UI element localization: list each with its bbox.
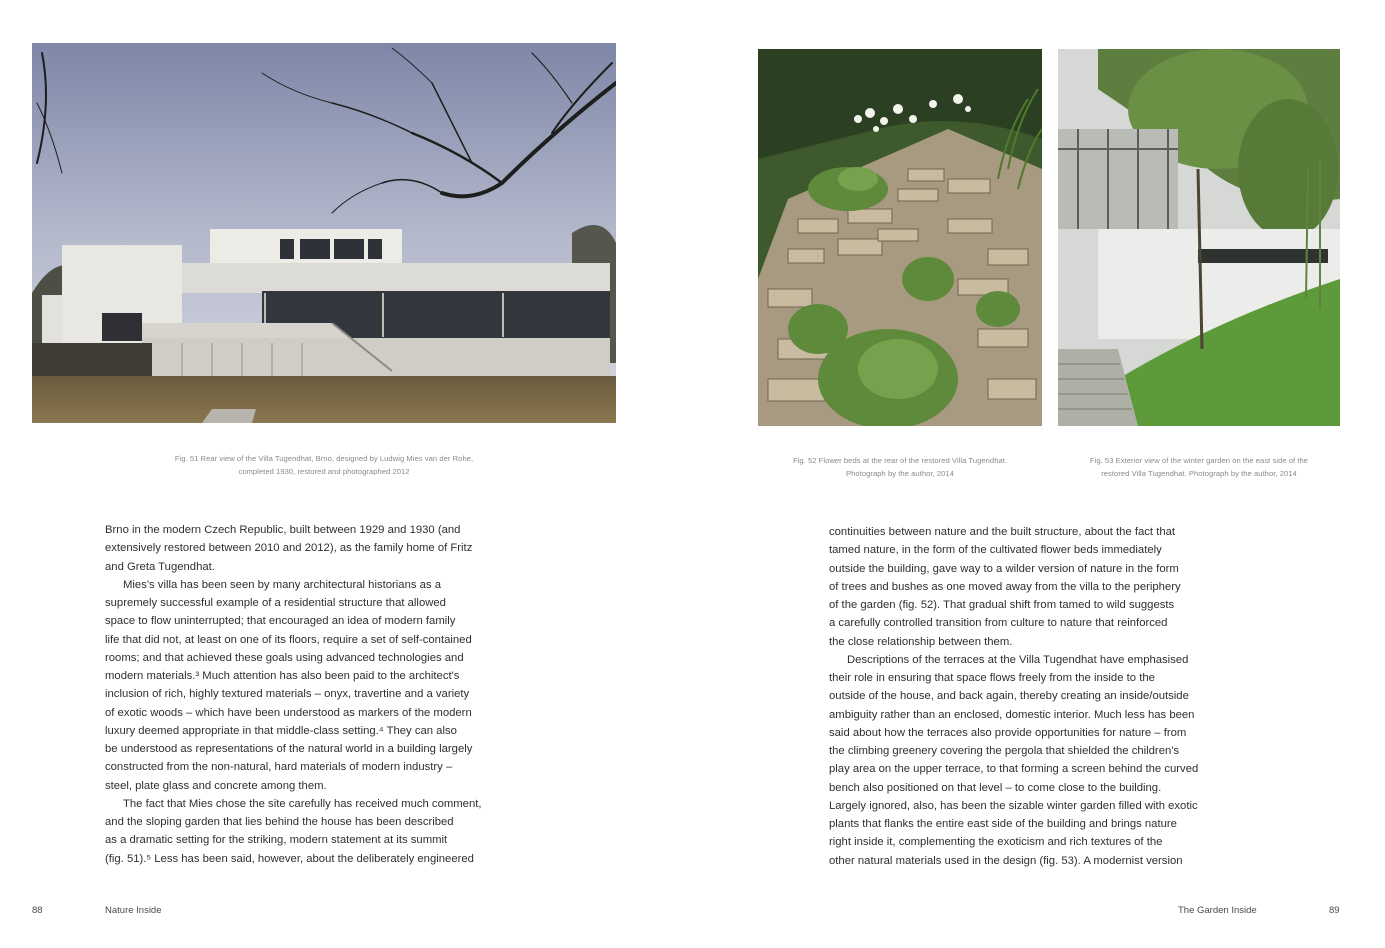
text-line: rooms; and that achieved these goals using advanced technologies and <box>105 651 464 664</box>
left-page <box>0 0 692 948</box>
caption-line: Photograph by the author, 2014 <box>846 469 954 478</box>
text-line: said about how the terraces also provide opportunities for nature – from <box>829 726 1187 739</box>
winter-garden-photo <box>1058 49 1340 426</box>
text-line: the close relationship between them. <box>829 635 1013 648</box>
text-line: be understood as representations of the natural world in a building largely <box>105 743 473 755</box>
text-line: ambiguity rather than an enclosed, domestic interior. Much less has been <box>829 708 1195 721</box>
text-line: steel, plate glass and concrete among them. <box>105 779 327 792</box>
caption-line: Fig. 52 Flower beds at the rear of the restored Villa Tugendhat. <box>792 456 1008 465</box>
text-line: a carefully controlled transition from culture to nature that reinforced <box>829 617 1168 630</box>
text-line: Largely ignored, also, has been the sizable winter garden filled with exotic <box>829 799 1198 812</box>
caption-line: restored Villa Tugendhat. Photograph by the author, 2014 <box>1101 469 1297 478</box>
text-line: of the garden (fig. 52). That gradual shift from tamed to wild suggests <box>829 599 1175 611</box>
figure-53-caption <box>1058 454 1340 480</box>
page-number-left: 88 <box>32 905 43 916</box>
text-line: plants that flanks the entire east side of the building and brings nature <box>829 818 1177 830</box>
text-line: Descriptions of the terraces at the Villa Tugendhat have emphasised <box>847 653 1189 666</box>
text-line: and the sloping garden that lies behind the house has been described <box>105 816 454 828</box>
right-page <box>692 0 1385 948</box>
text-line: continuities between nature and the built structure, about the fact that <box>829 526 1176 538</box>
text-line: life that did not, at least on one of its floors, require a set of self-contained <box>105 633 472 646</box>
text-line: modern materials.³ Much attention has also been paid to the architect's <box>105 670 460 682</box>
figure-51-caption <box>120 452 528 478</box>
text-line: and Greta Tugendhat. <box>105 560 215 573</box>
running-head-left: Nature Inside <box>105 905 162 916</box>
text-line: bench also positioned on that level – to come close to the building. <box>829 781 1162 794</box>
text-line: outside of the house, and back again, thereby creating an inside/outside <box>829 690 1189 703</box>
text-line: play area on the upper terrace, to that forming a screen behind the curved <box>829 763 1199 776</box>
text-line: inclusion of rich, highly textured materials – onyx, travertine and a variety <box>105 688 470 701</box>
text-line: of exotic woods – which have been understood as markers of the modern <box>105 706 472 719</box>
text-line: luxury deemed appropriate in that middle-class setting.⁴ They can also <box>105 724 457 737</box>
page-number-right: 89 <box>1329 905 1340 916</box>
running-head-right: The Garden Inside <box>1178 905 1257 916</box>
text-line: constructed from the non-natural, hard materials of modern industry – <box>105 761 453 774</box>
text-line: their role in ensuring that space flows freely from the inside to the <box>829 672 1155 684</box>
text-line: other natural materials used in the design (fig. 53). A modernist version <box>829 854 1183 867</box>
text-line: as a dramatic setting for the striking, modern statement at its summit <box>105 834 448 847</box>
text-line: of trees and bushes as one moved away from the villa to the periphery <box>829 580 1181 593</box>
text-line: supremely successful example of a residential structure that allowed <box>105 597 446 609</box>
text-line: Mies's villa has been seen by many architectural historians as a <box>123 578 441 591</box>
text-line: right inside it, complementing the exoticism and rich textures of the <box>829 836 1163 849</box>
right-body-text <box>829 523 1259 870</box>
flower-beds-photo <box>758 49 1042 426</box>
caption-line: Fig. 53 Exterior view of the winter garden on the east side of the <box>1089 456 1309 465</box>
figure-52-caption <box>758 454 1042 480</box>
text-line: (fig. 51).⁵ Less has been said, however, about the deliberately engineered <box>105 852 474 865</box>
text-line: the climbing greenery covering the pergola that shielded the children's <box>829 745 1180 757</box>
text-line: space to flow uninterrupted; that encouraged an idea of modern family <box>105 615 456 628</box>
caption-line: completed 1930, restored and photographed 2012 <box>238 467 410 476</box>
text-line: The fact that Mies chose the site carefully has received much comment, <box>123 797 482 810</box>
text-line: tamed nature, in the form of the cultivated flower beds immediately <box>829 544 1162 557</box>
text-line: Brno in the modern Czech Republic, built between 1929 and 1930 (and <box>105 524 461 536</box>
text-line: extensively restored between 2010 and 2012), as the family home of Fritz <box>105 542 473 555</box>
villa-rear-view-photo <box>32 43 616 423</box>
text-line: outside the building, gave way to a wilder version of nature in the form <box>829 562 1179 575</box>
caption-line: Fig. 51 Rear view of the Villa Tugendhat, Brno, designed by Ludwig Mies van der Rohe, <box>174 454 474 463</box>
left-body-text <box>105 521 535 868</box>
